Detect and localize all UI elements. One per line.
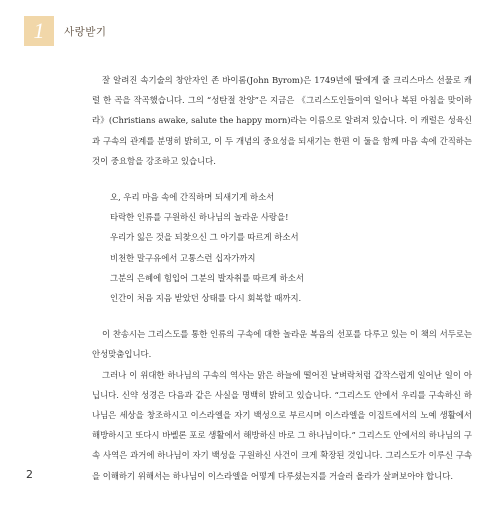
paragraph-hymn-comment: 이 찬송시는 그리스도를 통한 인류의 구속에 대한 놀라운 복음의 선포를 다루고 있는 이 책의 서두로는 안성맞춤입니다. <box>92 329 472 360</box>
page-number: 2 <box>26 468 33 481</box>
chapter-number: 1 <box>33 18 45 43</box>
body-text <box>92 70 472 486</box>
hymn-line: 오, 우리 마음 속에 간직하며 되새기게 하소서 <box>110 192 275 203</box>
hymn-line: 그분의 은혜에 힘입어 그분의 발자취를 따르게 하소서 <box>110 272 304 283</box>
hymn-line: 타락한 인류를 구원하신 하나님의 놀라운 사랑을! <box>110 212 289 223</box>
chapter-number-badge <box>24 16 54 46</box>
hymn-quote <box>92 187 472 308</box>
hymn-line: 인간이 처음 지음 받았던 상태를 다시 회복할 때까지. <box>110 293 302 304</box>
paragraph-intro: 잘 알려진 속기술의 창안자인 존 바이롬(John Byrom)은 1749년에 딸에게 줄 크리스마스 선물로 캐럴 한 곡을 작곡했습니다. 그의 “성탄절 찬양”은 지금은 《그리스도인들이여 일어나 복된 아침을 맞이하라》(Christians awake, salute the happy morn)라는 이름으로 알려져 있습니다. 이 캐럴은 성육신과 구속의 관계를 분명히 밝히고, 이 두 개념의 중요성을 되새기는 한편 이 둘을 함께 마음 속에 간직하는 것이 중요함을 강조하고 있습니다. <box>92 75 472 166</box>
page-header <box>24 16 107 46</box>
hymn-line: 비천한 말구유에서 고통스런 십자가까지 <box>110 252 256 263</box>
hymn-line: 우리가 잃은 것을 되찾으신 그 아기를 따르게 하소서 <box>110 232 299 243</box>
chapter-title: 사랑받기 <box>64 25 107 38</box>
paragraph-redemption: 그러나 이 위대한 하나님의 구속의 역사는 맑은 하늘에 떨어진 날벼락처럼 갑작스럽게 일어난 일이 아닙니다. 신약 성경은 다음과 같은 사실을 명백히 밝히고 있습니다. “그리스도 안에서 우리를 구속하신 하나님은 세상을 창조하시고 이스라엘을 자기 백성으로 부르시며 이스라엘을 이집트에서의 노예 생활에서 해방하시고 또다시 바벨론 포로 생활에서 해방하신 바로 그 하나님이다.” 그리스도 안에서의 하나님의 구속 사역은 과거에 하나님이 자기 백성을 구원하신 사건이 크게 확장된 것입니다. 그리스도가 이루신 구속을 이해하기 위해서는 하나님이 이스라엘을 어떻게 다루셨는지를 거슬러 올라가 살펴보아야 합니다. <box>92 369 472 481</box>
